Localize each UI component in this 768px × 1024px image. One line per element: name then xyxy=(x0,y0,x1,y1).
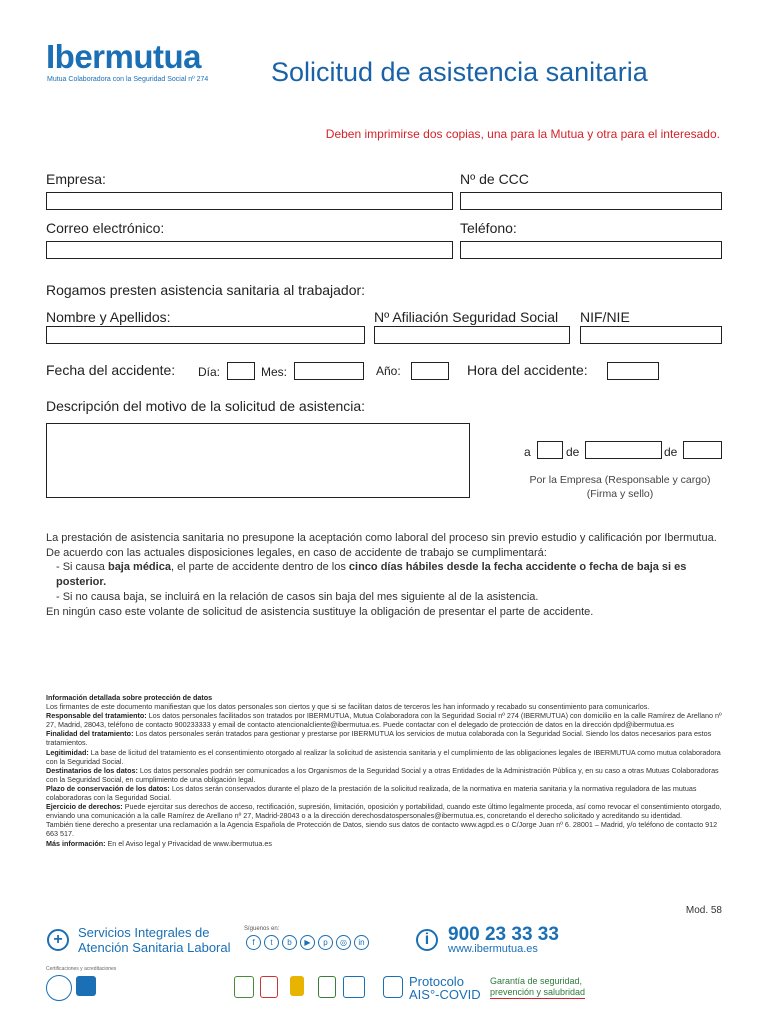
certifications-label: Certificaciones y acreditaciones xyxy=(46,966,117,972)
legal-bullet-2: - Si no causa baja, se incluirá en la relación de casos sin baja del mes siguiente al de la asistencia. xyxy=(56,590,539,603)
deporte-cert-logo xyxy=(318,976,336,998)
legal-p2: De acuerdo con las actuales disposiciones legales, en caso de accidente de trabajo se cumplimentará: xyxy=(46,546,547,559)
garantia-badge: Garantía de seguridad, prevención y salubridad xyxy=(490,976,586,997)
anio-field[interactable] xyxy=(411,362,449,380)
follow-label: Síguenos en: xyxy=(244,926,280,932)
email-field[interactable] xyxy=(46,241,453,259)
ibermutua-logo: Ibermutua xyxy=(46,38,202,75)
legal-notice xyxy=(46,531,736,619)
ccc-label: Nº de CCC xyxy=(460,171,529,187)
dp-plazo: Plazo de conservación de los datos: Los datos serán conservados durante el plazo de la prestación de la solicitud realizada, de la normativa en materia sanitaria y la normativa reguladora de las mutuas colaboradoras con la Seguridad Social. xyxy=(46,783,697,803)
mes-input[interactable] xyxy=(295,364,363,380)
hora-input[interactable] xyxy=(608,364,658,380)
accesible-cert-logo xyxy=(343,976,365,998)
dp-intro: Los firmantes de este documento manifiestan que los datos personales son ciertos y que si se facilitan datos de terceros les han informado y recabado su consentimiento para comunicarlos. xyxy=(46,702,650,712)
ccc-field[interactable] xyxy=(460,192,722,210)
mes-field[interactable] xyxy=(294,362,364,380)
firma-mes-field[interactable] xyxy=(585,441,662,459)
dia-label: Día: xyxy=(198,365,221,379)
csq-cert-logo xyxy=(76,976,96,996)
legal-p1: La prestación de asistencia sanitaria no presupone la aceptación como laboral del proceso sin previo estudio y calificación por Ibermutua. xyxy=(46,532,717,544)
pinterest-icon[interactable]: p xyxy=(318,935,333,950)
mes-label: Mes: xyxy=(261,365,288,379)
dia-field[interactable] xyxy=(227,362,255,380)
nombre-field[interactable] xyxy=(46,326,365,344)
page-title: Solicitud de asistencia sanitaria xyxy=(271,57,648,87)
dp-legitimidad: Legitimidad: La base de licitud del tratamiento es el consentimiento otorgado al realizar la solicitud de asistencia sanitaria y el cumplimiento de las obligaciones legales de IBERMUTUA como mutua colaboradora con la Seguridad Social. xyxy=(46,747,721,766)
dp-heading: Información detallada sobre protección de datos xyxy=(46,693,213,702)
empresa-input[interactable] xyxy=(47,194,452,210)
descripcion-label: Descripción del motivo de la solicitud de asistencia: xyxy=(46,398,366,414)
dp-responsable: Responsable del tratamiento: Los datos personales facilitados son tratados por IBERMUTUA, Mutua Colaboradora con la Seguridad Social nº 274 (IBERMUTUA) con domicilio en la calle Ramírez de Arellano nº 27, Madrid, 28043, teléfono de contacto 900233333 y email de contacto atencionalcliente@ibermutua.es. Puede contactar con el delegado de protección de datos en la dirección dpd@ibermutua.es xyxy=(46,711,722,730)
data-protection-info xyxy=(46,693,722,848)
empresa-responsable-logo xyxy=(290,976,304,996)
nombre-input[interactable] xyxy=(47,328,364,344)
logo-tagline: Mutua Colaboradora con la Seguridad Social nº 274 xyxy=(47,76,209,83)
instagram-icon[interactable]: ◎ xyxy=(336,935,351,950)
request-text: Rogamos presten asistencia sanitaria al trabajador: xyxy=(46,282,366,298)
facebook-icon[interactable]: f xyxy=(246,935,261,950)
copies-note: Deben imprimirse dos copias, una para la Mutua y otra para el interesado. xyxy=(325,127,720,141)
firma-anio-field[interactable] xyxy=(683,441,722,459)
imq-cert-logo xyxy=(140,978,162,994)
dp-mas-info: Más información: En el Aviso legal y Privacidad de www.ibermutua.es xyxy=(46,838,272,848)
dia-input[interactable] xyxy=(228,364,254,380)
firma-anio-input[interactable] xyxy=(684,443,721,459)
email-label: Correo electrónico: xyxy=(46,220,165,236)
dp-finalidad: Finalidad del tratamiento: Los datos personales serán tratados para gestionar y prestarse por IBERMUTUA los servicios de mutua colaborada con la Seguridad Social. Siendo los datos necesarios para estos tratamientos. xyxy=(46,729,712,748)
dp-reclamacion: También tiene derecho a presentar una reclamación a la Agencia Española de Protección de Datos, siendo sus datos de contacto www.agpd.es o C/Jorge Juan nº 6. 28001 – Madrid, y/o teléfono de contacto 912 663 517. xyxy=(46,820,718,839)
descripcion-field[interactable] xyxy=(46,423,470,498)
place-a-label: a xyxy=(524,445,531,459)
youtube-icon[interactable]: ▶ xyxy=(300,935,315,950)
blog-icon[interactable]: b xyxy=(282,935,297,950)
firma-line2: (Firma y sello) xyxy=(586,488,654,500)
firma-dia-input[interactable] xyxy=(538,443,562,459)
descripcion-textarea[interactable] xyxy=(47,424,473,501)
empresa-field[interactable] xyxy=(46,192,453,210)
social-links xyxy=(246,935,369,950)
hora-label: Hora del accidente: xyxy=(467,362,588,378)
nif-label: NIF/NIE xyxy=(580,309,630,325)
nif-field[interactable] xyxy=(580,326,722,344)
nif-input[interactable] xyxy=(581,328,721,344)
iqnet-cert-logo xyxy=(46,975,72,1001)
info-icon: i xyxy=(416,929,438,951)
empresa-cert-logo xyxy=(260,976,278,998)
afiliacion-field[interactable] xyxy=(374,326,570,344)
ccc-input[interactable] xyxy=(461,194,721,210)
website-link[interactable]: www.ibermutua.es xyxy=(448,943,538,955)
telefono-label: Teléfono: xyxy=(460,220,517,236)
ambiental-cert-logo xyxy=(234,976,254,998)
place-de1-label: de xyxy=(566,445,580,459)
firma-mes-input[interactable] xyxy=(586,443,661,459)
legal-p3: En ningún caso este volante de solicitud de asistencia sustituye la obligación de presentar el parte de accidente. xyxy=(46,605,594,618)
form-model-number: Mod. 58 xyxy=(685,905,722,916)
anio-input[interactable] xyxy=(412,364,448,380)
twitter-icon[interactable]: t xyxy=(264,935,279,950)
legal-bullet-1: - Si causa baja médica, el parte de accidente dentro de los cinco días hábiles desde la fecha accidente o fecha de baja si es posterior. xyxy=(56,561,687,589)
dp-derechos: Ejercicio de derechos: Puede ejercitar sus derechos de acceso, rectificación, supresión, limitación, oposición y portabilidad, cuando este último legalmente proceda, así como revocar el consentimiento otorgado, enviando una comunicación a la calle Ramírez de Arellano nº 27, Madrid-28043 o a la dirección derechosdatospersonales@ibermutua.es, concretando el derecho solicitado y acreditando su identidad. xyxy=(46,802,722,821)
shield-icon xyxy=(383,976,403,998)
place-de2-label: de xyxy=(664,445,678,459)
afiliacion-label: Nº Afiliación Seguridad Social xyxy=(374,309,559,325)
protocolo-badge: Protocolo AIS°-COVID xyxy=(409,974,481,1002)
fecha-label: Fecha del accidente: xyxy=(46,362,176,378)
firma-dia-field[interactable] xyxy=(537,441,563,459)
telefono-field[interactable] xyxy=(460,241,722,259)
linkedin-icon[interactable]: in xyxy=(354,935,369,950)
telefono-input[interactable] xyxy=(461,243,721,259)
nombre-label: Nombre y Apellidos: xyxy=(46,309,171,325)
phone-number[interactable]: 900 23 33 33 xyxy=(448,924,559,945)
afiliacion-input[interactable] xyxy=(375,328,569,344)
email-input[interactable] xyxy=(47,243,452,259)
hora-field[interactable] xyxy=(607,362,659,380)
dp-destinatarios: Destinatarios de los datos: Los datos personales podrán ser comunicados a los Organismos de la Seguridad Social y a otras Entidades de la Administración Pública y, en su caso a otras Mutuas Colaboradoras con la Seguridad Social, en cumplimiento de una obligación legal. xyxy=(46,765,719,784)
plus-icon: + xyxy=(47,929,69,951)
firma-line1: Por la Empresa (Responsable y cargo) xyxy=(529,474,711,486)
anio-label: Año: xyxy=(376,364,401,378)
empresa-label: Empresa: xyxy=(46,171,106,187)
services-text: Servicios Integrales de Atención Sanitaria Laboral xyxy=(78,925,231,955)
